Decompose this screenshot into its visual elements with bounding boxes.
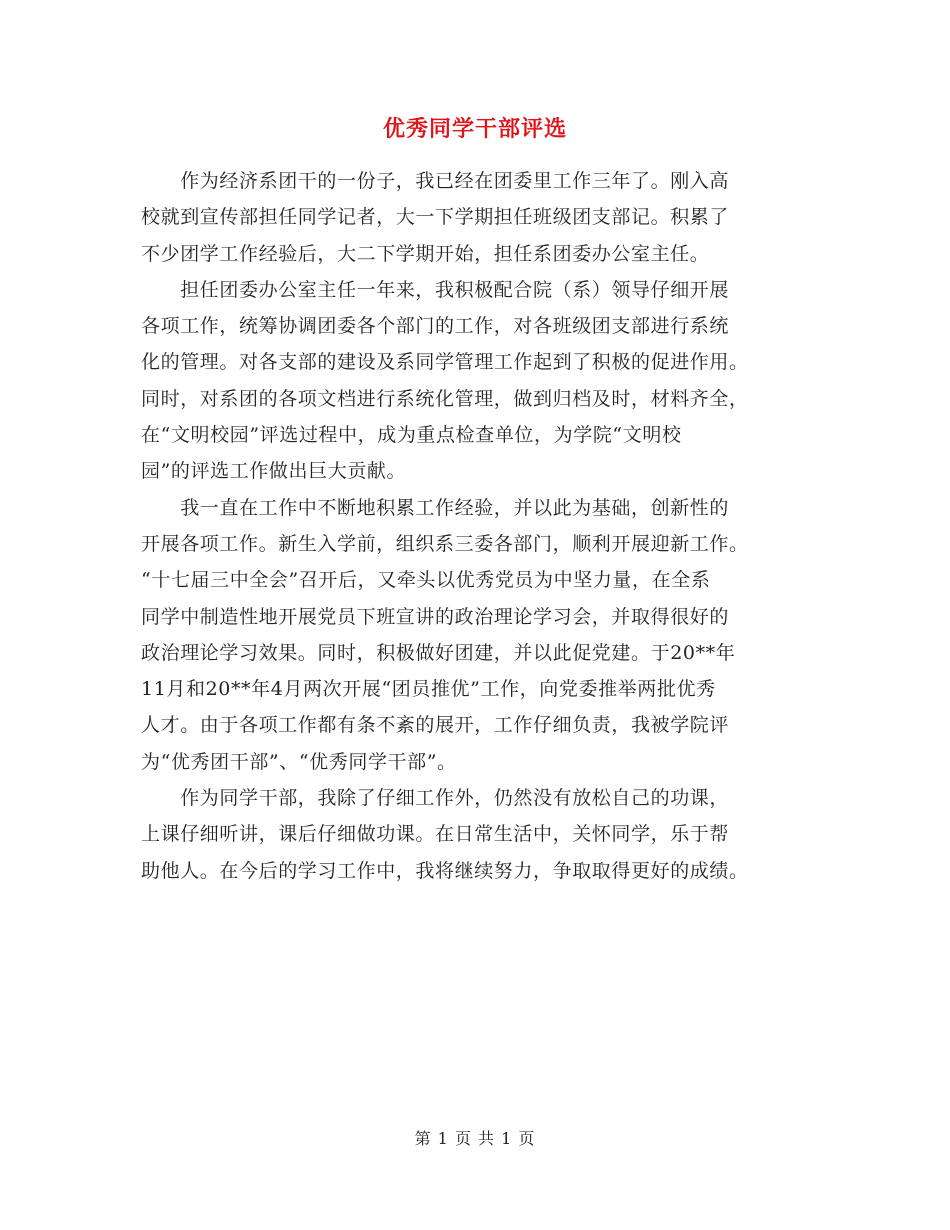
body-line: “十七届三中全会”召开后，又牵头以优秀党员为中坚力量，在全系	[141, 569, 711, 592]
body-line: 校就到宣传部担任同学记者，大一下学期担任班级团支部记。积累了	[141, 206, 730, 229]
body-line: 为“优秀团干部”、“优秀同学干部”。	[141, 750, 457, 773]
body-line: 助他人。在今后的学习工作中，我将继续努力，争取取得更好的成绩。	[141, 859, 749, 882]
body-line: 人才。由于各项工作都有条不紊的展开，工作仔细负责，我被学院评	[141, 714, 730, 737]
body-line: 担任团委办公室主任一年来，我积极配合院（系）领导仔细开展	[141, 278, 730, 301]
body-line: 园”的评选工作做出巨大贡献。	[141, 460, 407, 483]
body-line: 上课仔细听讲，课后仔细做功课。在日常生活中，关怀同学，乐于帮	[141, 823, 730, 846]
body-line: 我一直在工作中不断地积累工作经验，并以此为基础，创新性的	[141, 496, 730, 519]
document-body	[141, 163, 811, 889]
body-line: 各项工作，统筹协调团委各个部门的工作，对各班级团支部进行系统	[141, 315, 730, 338]
body-line: 不少团学工作经验后，大二下学期开始，担任系团委办公室主任。	[141, 242, 710, 265]
body-line: 同时，对系团的各项文档进行系统化管理，做到归档及时，材料齐全，	[141, 387, 749, 410]
page-footer: 第 1 页 共 1 页	[414, 1129, 536, 1148]
body-line: 开展各项工作。新生入学前，组织系三委各部门，顺利开展迎新工作。	[141, 532, 749, 555]
body-line: 11月和20**年4月两次开展“团员推优”工作，向党委推举两批优秀	[141, 678, 716, 701]
body-line: 同学中制造性地开展党员下班宣讲的政治理论学习会，并取得很好的	[141, 605, 730, 628]
body-line: 作为经济系团干的一份子，我已经在团委里工作三年了。刚入高	[141, 170, 730, 192]
body-line: 作为同学干部，我除了仔细工作外，仍然没有放松自己的功课，	[141, 787, 730, 810]
document-title: 优秀同学干部评选	[382, 116, 567, 142]
body-line: 化的管理。对各支部的建设及系同学管理工作起到了积极的促进作用。	[141, 351, 749, 374]
body-line: 政治理论学习效果。同时，积极做好团建，并以此促党建。于20**年	[141, 641, 736, 664]
body-line: 在“文明校园”评选过程中，成为重点检查单位，为学院“文明校	[141, 424, 682, 447]
